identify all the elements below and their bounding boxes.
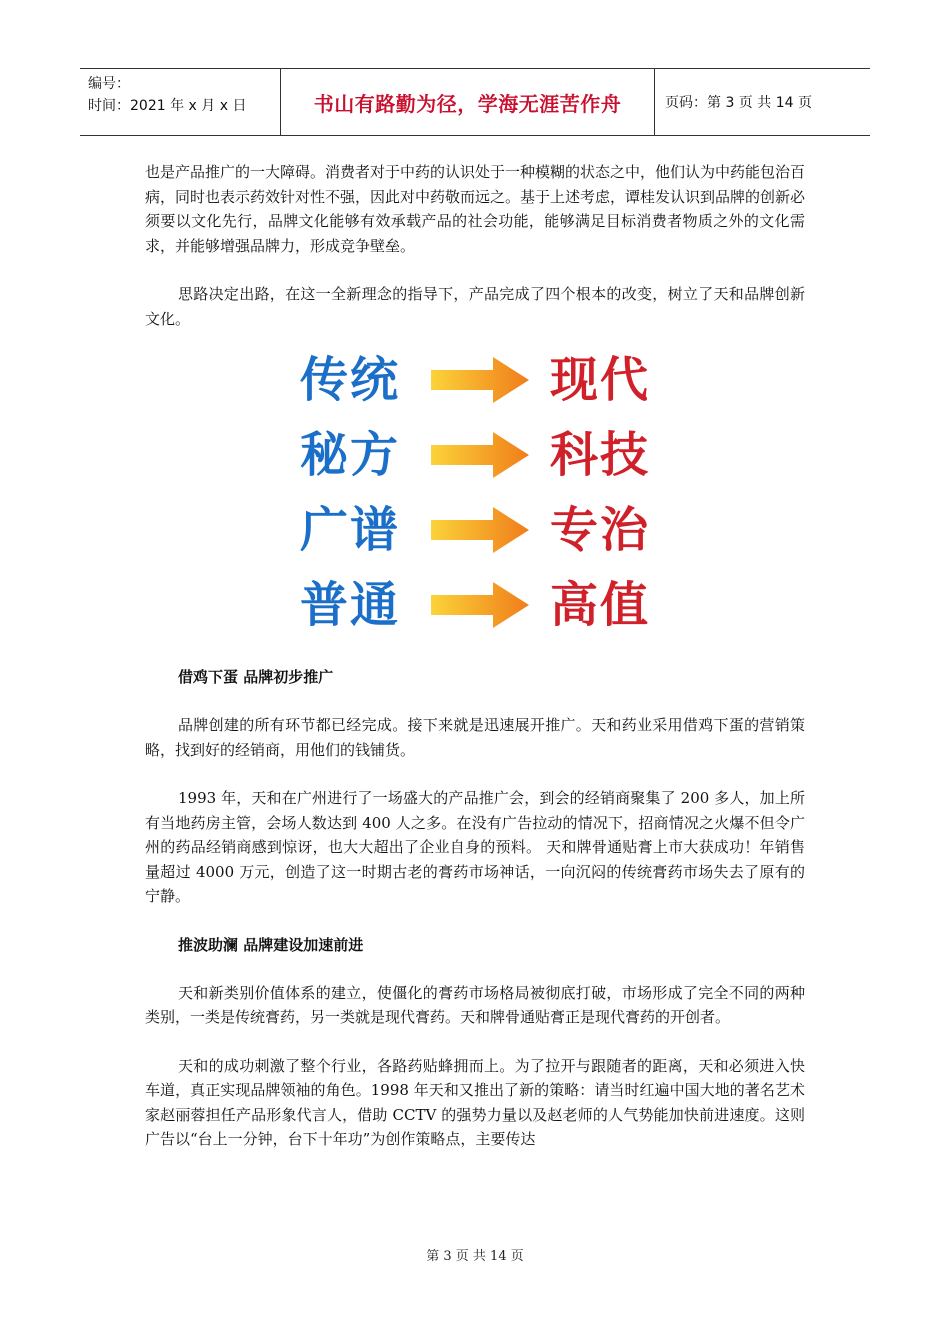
paragraph-6: 天和的成功刺激了整个行业，各路药贴蜂拥而上。为了拉开与跟随者的距离，天和必须进入快车道，真正实现品牌领袖的角色。1998 年天和又推出了新的策略：请当时红遍中国大地的著名艺术家赵丽蓉担任产品形象代言人，借助 CCTV 的强势力量以及赵老师的人气势能加快前进速度。这则广告以“台上一分钟，台下十年功”为创作策略点，主要传达: [145, 1056, 805, 1148]
section-heading-2: 推波助澜 品牌建设加速前进: [178, 935, 364, 954]
transformation-diagram: [145, 349, 805, 639]
header-meta-cell: [80, 69, 281, 135]
footer-page-number: 第 3 页 共 14 页: [426, 1249, 524, 1264]
section-heading-1: 借鸡下蛋 品牌初步推广: [178, 668, 334, 686]
diagram-row: [145, 574, 805, 636]
diagram-from-word: 传统: [300, 352, 401, 408]
page-header: [80, 68, 870, 136]
diagram-from-word: 普通: [300, 577, 401, 633]
paragraph-3: 品牌创建的所有环节都已经完成。接下来就是迅速展开推广。天和药业采用借鸡下蛋的营销策略，找到好的经销商，用他们的钱铺货。: [145, 716, 805, 759]
diagram-row: [145, 349, 805, 411]
right-arrow-icon: [431, 582, 529, 628]
diagram-from-word: 秘方: [300, 427, 401, 483]
diagram-row: [145, 499, 805, 561]
header-motto-cell: [281, 69, 655, 135]
diagram-from-word: 广谱: [300, 502, 401, 558]
diagram-to-word: 专治: [550, 502, 651, 558]
header-number-label: 编号：: [88, 76, 130, 92]
header-page-info: 页码：第 3 页 共 14 页: [665, 95, 812, 111]
paragraph-5: 天和新类别价值体系的建立，使僵化的膏药市场格局被彻底打破，市场形成了完全不同的两种类别，一类是传统膏药，另一类就是现代膏药。天和牌骨通贴膏正是现代膏药的开创者。: [145, 983, 805, 1026]
right-arrow-icon: [431, 432, 529, 478]
header-page-cell: [655, 69, 870, 135]
right-arrow-icon: [431, 507, 529, 553]
document-body: [145, 160, 805, 1152]
page-footer: [0, 1245, 950, 1264]
header-time-label: 时间：2021 年 x 月 x 日: [88, 98, 247, 114]
diagram-to-word: 高值: [550, 577, 651, 633]
right-arrow-icon: [431, 357, 529, 403]
paragraph-1: 也是产品推广的一大障碍。消费者对于中药的认识处于一种模糊的状态之中，他们认为中药能包治百病，同时也表示药效针对性不强，因此对中药敬而远之。基于上述考虑，谭桂发认识到品牌的创新必须要以文化先行，品牌文化能够有效承载产品的社会功能，能够满足目标消费者物质之外的文化需求，并能够增强品牌力，形成竞争壁垒。: [145, 163, 806, 255]
diagram-to-word: 现代: [550, 352, 651, 408]
diagram-row: [145, 424, 805, 486]
paragraph-4: 1993 年，天和在广州进行了一场盛大的产品推广会，到会的经销商聚集了 200 多人，加上所有当地药房主管，会场人数达到 400 人之多。在没有广告拉动的情况下，招商情况之火爆不但令广州的药品经销商感到惊讶，也大大超出了企业自身的预料。 天和牌骨通贴膏上市大获成功！年销售量超过 4000 万元，创造了这一时期古老的膏药市场神话，一向沉闷的传统膏药市场失去了原有的宁静。: [145, 789, 805, 905]
paragraph-2: 思路决定出路，在这一全新理念的指导下，产品完成了四个根本的改变，树立了天和品牌创新文化。: [145, 285, 805, 328]
diagram-to-word: 科技: [550, 427, 651, 483]
header-motto: 书山有路勤为径，学海无涯苦作舟: [313, 91, 622, 116]
